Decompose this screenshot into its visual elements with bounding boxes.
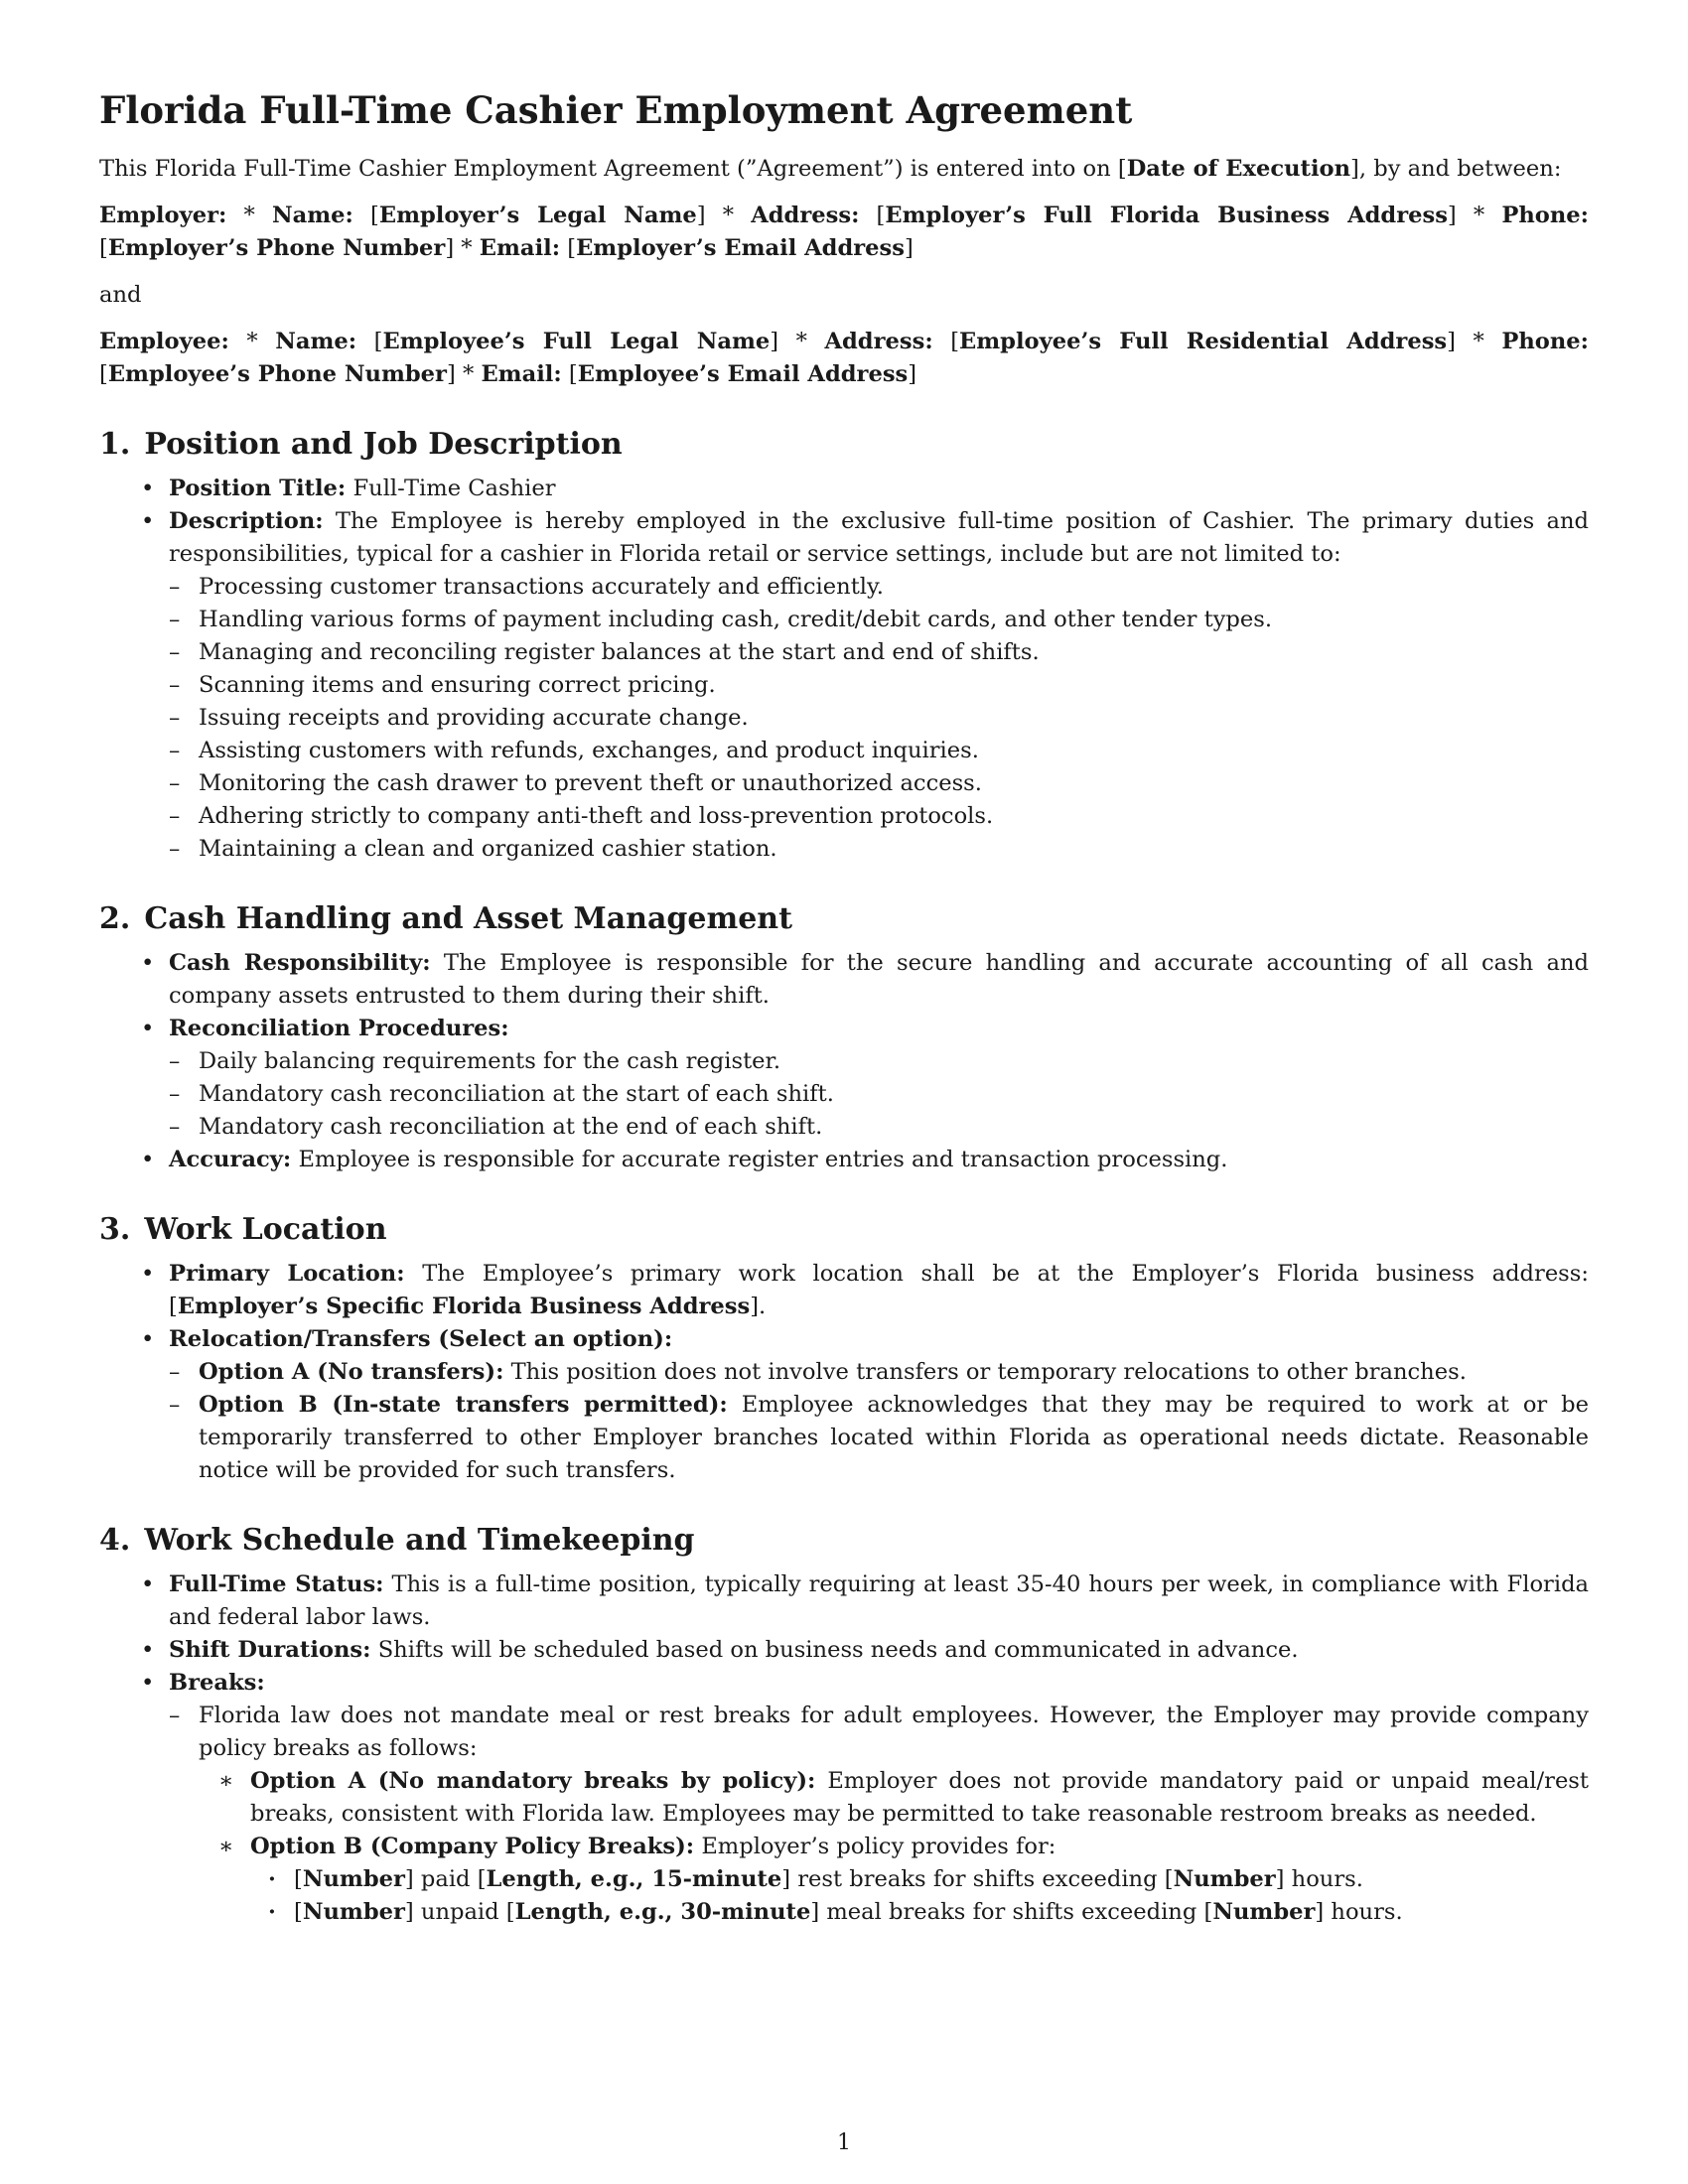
option-item xyxy=(218,1765,1589,1831)
description-text: The Employee is hereby employed in the exclusive full-time position of Cashier. The primary duties and responsibilities, typical for a cashier in Florida retail or service settings, include but are not limited to: xyxy=(169,508,1589,567)
paid-text: paid xyxy=(420,1866,471,1892)
intro-text-end: ], by and between: xyxy=(1350,156,1562,182)
number-field: Number xyxy=(1212,1899,1316,1925)
primary-location-end: ]. xyxy=(750,1294,767,1319)
policy-break-item: · [Number] paid [Length, e.g., 15-minute] rest breaks for shifts exceeding [Number] hours. xyxy=(260,1863,1589,1896)
breaks-options xyxy=(218,1765,1589,1929)
date-of-execution-field: Date of Execution xyxy=(1126,156,1351,182)
option-item xyxy=(218,1831,1589,1929)
number-field: Number xyxy=(1173,1866,1276,1892)
employer-label: Employer: xyxy=(99,203,227,228)
breaks-text: Florida law does not mandate meal or rest breaks for adult employees. However, the Employer may provide company policy breaks as follows: xyxy=(199,1703,1589,1761)
option-a-label: Option A (No transfers): xyxy=(199,1359,504,1385)
duty-item: – Maintaining a clean and organized cashier station. xyxy=(169,833,1589,866)
primary-location-label: Primary Location: xyxy=(169,1261,405,1287)
section-2-list xyxy=(99,947,1589,1176)
section-number: 1. xyxy=(99,427,131,462)
employee-name-label: Name: xyxy=(275,329,357,354)
number-field: Number xyxy=(302,1899,405,1925)
list-item xyxy=(99,1667,1589,1929)
breaks-option-a-label: Option A (No mandatory breaks by policy): xyxy=(250,1768,816,1794)
section-4-list xyxy=(99,1569,1589,1929)
policy-break-item: · [Number] unpaid [Length, e.g., 30-minute] meal breaks for shifts exceeding [Number] hours. xyxy=(260,1896,1589,1929)
employee-address-field: Employee’s Full Residential Address xyxy=(959,329,1448,354)
employee-label: Employee: xyxy=(99,329,229,354)
list-item xyxy=(99,1569,1589,1634)
cash-responsibility-label: Cash Responsibility: xyxy=(169,950,431,976)
list-item xyxy=(99,1258,1589,1323)
list-item xyxy=(99,505,1589,866)
option-b-label: Option B (In-state transfers permitted): xyxy=(199,1392,728,1418)
full-time-status-text: This is a full-time position, typically requiring at least 35-40 hours per week, in compliance with Florida and federal labor laws. xyxy=(169,1571,1590,1630)
employer-block: Employer: * Name: [Employer’s Legal Name] * Address: [Employer’s Full Florida Business Address] * Phone: [Employer’s Phone Number] * Email: [Employer’s Email Address] xyxy=(99,203,1589,261)
description-label: Description: xyxy=(169,508,324,534)
employer-address-field: Employer’s Full Florida Business Address xyxy=(885,203,1448,228)
accuracy-text: Employee is responsible for accurate register entries and transaction processing. xyxy=(298,1147,1228,1172)
employee-block: Employee: * Name: [Employee’s Full Legal Name] * Address: [Employee’s Full Residential Address] * Phone: [Employee’s Phone Number] * Email: [Employee’s Email Address] xyxy=(99,329,1589,387)
full-time-status-label: Full-Time Status: xyxy=(169,1571,384,1597)
employee-phone-field: Employee’s Phone Number xyxy=(107,361,447,387)
shift-durations-text: Shifts will be scheduled based on business needs and communicated in advance. xyxy=(377,1637,1299,1663)
section-title: Work Location xyxy=(144,1212,387,1247)
breaks-option-b-label: Option B (Company Policy Breaks): xyxy=(250,1834,695,1859)
intro-text: This Florida Full-Time Cashier Employment Agreement (”Agreement”) is entered into on [ xyxy=(99,156,1127,182)
intro-paragraph xyxy=(99,153,1589,186)
accuracy-label: Accuracy: xyxy=(169,1147,292,1172)
duty-item: – Assisting customers with refunds, exchanges, and product inquiries. xyxy=(169,735,1589,767)
reconciliation-item: – Mandatory cash reconciliation at the start of each shift. xyxy=(169,1078,1589,1111)
section-title: Cash Handling and Asset Management xyxy=(144,901,792,936)
duty-item: – Handling various forms of payment including cash, credit/debit cards, and other tender types. xyxy=(169,604,1589,636)
option-b-text: Employee acknowledges that they may be required to work at or be temporarily transferred to other Employer branches located within Florida as operational needs dictate. Reasonable notice will be provided for such transfers. xyxy=(199,1392,1589,1483)
unpaid-text: unpaid xyxy=(420,1899,499,1925)
employer-email-label: Email: xyxy=(479,235,561,261)
employee-email-label: Email: xyxy=(481,361,562,387)
shift-durations-label: Shift Durations: xyxy=(169,1637,371,1663)
employer-phone-field: Employer’s Phone Number xyxy=(107,235,446,261)
list-item xyxy=(99,947,1589,1013)
section-4-heading xyxy=(99,1521,1589,1561)
duty-item: – Adhering strictly to company anti-theft and loss-prevention protocols. xyxy=(169,800,1589,833)
business-address-field: Employer’s Specific Florida Business Address xyxy=(177,1294,751,1319)
position-title-value: Full-Time Cashier xyxy=(352,476,556,501)
number-field: Number xyxy=(302,1866,405,1892)
list-item xyxy=(99,1323,1589,1487)
duty-item: – Scanning items and ensuring correct pricing. xyxy=(169,669,1589,702)
duty-item: – Monitoring the cash drawer to prevent theft or unauthorized access. xyxy=(169,767,1589,800)
section-title: Position and Job Description xyxy=(144,427,623,462)
section-number: 3. xyxy=(99,1212,131,1247)
duty-item: – Managing and reconciling register balances at the start and end of shifts. xyxy=(169,636,1589,669)
relocation-label: Relocation/Transfers (Select an option): xyxy=(169,1326,673,1352)
reconciliation-item: – Mandatory cash reconciliation at the end of each shift. xyxy=(169,1111,1589,1144)
breaks-list xyxy=(169,1700,1589,1929)
breaks-option-a-text: Employer does not provide mandatory paid or unpaid meal/rest breaks, consistent with Florida law. Employees may be permitted to take reasonable restroom breaks as needed. xyxy=(250,1768,1589,1827)
duty-item: – Processing customer transactions accurately and efficiently. xyxy=(169,571,1589,604)
section-number: 4. xyxy=(99,1523,131,1558)
length-field: Length, e.g., 15-minute xyxy=(486,1866,782,1892)
cash-responsibility-text: The Employee is responsible for the secure handling and accurate accounting of all cash and company assets entrusted to them during their shift. xyxy=(169,950,1589,1009)
reconciliation-item: – Daily balancing requirements for the cash register. xyxy=(169,1045,1589,1078)
employee-name-field: Employee’s Full Legal Name xyxy=(382,329,771,354)
rest-breaks-text: rest breaks for shifts exceeding xyxy=(797,1866,1158,1892)
section-title: Work Schedule and Timekeeping xyxy=(144,1523,695,1558)
section-3-heading xyxy=(99,1210,1589,1250)
option-item xyxy=(169,1389,1589,1487)
option-item xyxy=(169,1356,1589,1389)
length-field: Length, e.g., 30-minute xyxy=(514,1899,811,1925)
duty-item: – Issuing receipts and providing accurate change. xyxy=(169,702,1589,735)
list-item xyxy=(99,1013,1589,1144)
list-item xyxy=(99,1634,1589,1667)
relocation-options xyxy=(169,1356,1589,1487)
primary-location-text: The Employee’s primary work location shall be at the Employer’s Florida business address: [ xyxy=(169,1261,1589,1319)
and-text: and xyxy=(99,282,142,308)
employee-email-field: Employee’s Email Address xyxy=(577,361,909,387)
duties-list xyxy=(169,571,1589,866)
employer-name-label: Name: xyxy=(271,203,353,228)
section-number: 2. xyxy=(99,901,131,936)
list-item xyxy=(99,1144,1589,1176)
employer-name-field: Employer’s Legal Name xyxy=(378,203,697,228)
breaks-option-b-text: Employer’s policy provides for: xyxy=(701,1834,1056,1859)
hours-text: hours. xyxy=(1331,1899,1403,1925)
page-number: 1 xyxy=(837,2130,851,2155)
option-a-text: This position does not involve transfers or temporary relocations to other branches. xyxy=(510,1359,1467,1385)
section-3-list xyxy=(99,1258,1589,1487)
list-item xyxy=(99,473,1589,505)
section-1-list xyxy=(99,473,1589,866)
employer-email-field: Employer’s Email Address xyxy=(576,235,905,261)
meal-breaks-text: meal breaks for shifts exceeding xyxy=(826,1899,1197,1925)
employer-address-label: Address: xyxy=(751,203,860,228)
breaks-label: Breaks: xyxy=(169,1670,265,1696)
document-title: Florida Full-Time Cashier Employment Agreement xyxy=(99,88,1133,132)
reconciliation-label: Reconciliation Procedures: xyxy=(169,1016,509,1041)
employee-address-label: Address: xyxy=(824,329,933,354)
employee-phone-label: Phone: xyxy=(1501,329,1589,354)
reconciliation-list xyxy=(169,1045,1589,1144)
position-title-label: Position Title: xyxy=(169,476,347,501)
policy-breaks-list xyxy=(260,1863,1589,1929)
hours-text: hours. xyxy=(1291,1866,1363,1892)
breaks-item xyxy=(169,1700,1589,1929)
section-1-heading xyxy=(99,425,1589,465)
section-2-heading xyxy=(99,899,1589,939)
employer-phone-label: Phone: xyxy=(1501,203,1589,228)
